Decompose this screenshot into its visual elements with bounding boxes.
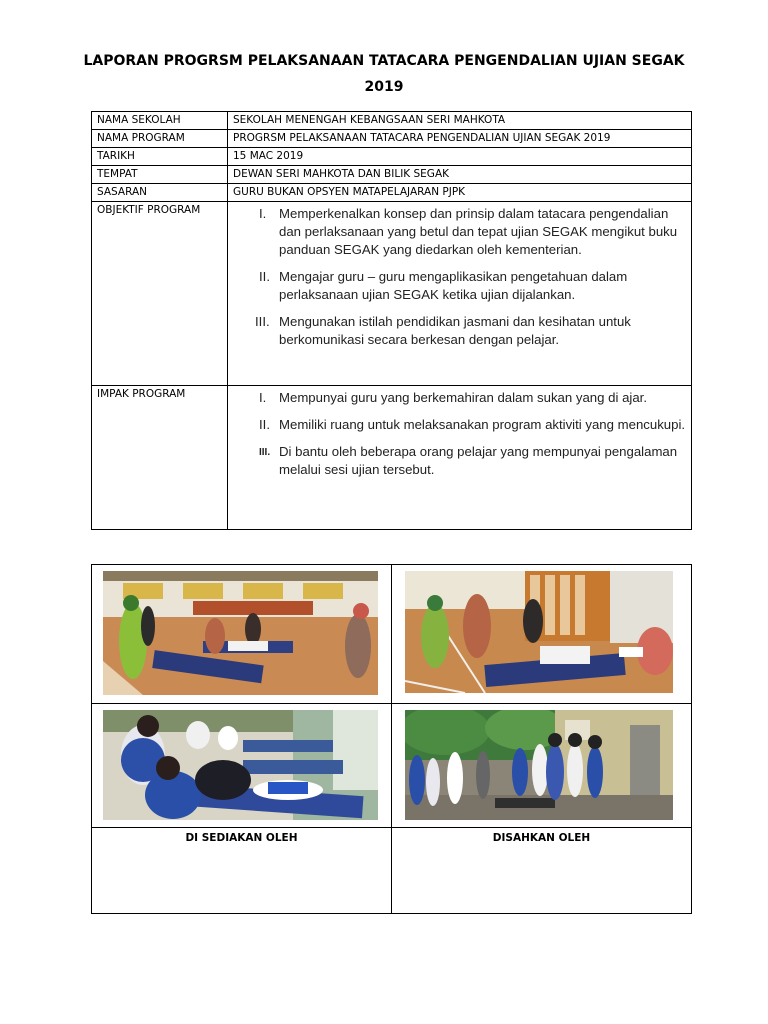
school-label: NAMA SEKOLAH xyxy=(92,112,228,130)
objective-label: OBJEKTIF PROGRAM xyxy=(92,202,228,386)
row-school xyxy=(92,112,692,130)
row-target xyxy=(92,184,692,202)
objective-text: Memperkenalkan konsep dan prinsip dalam tatacara pengendalian dan perlaksanaan yang betul dan tepat ujian SEGAK mengikut buku panduan SEGAK yang diedarkan oleh kementerian. xyxy=(279,206,678,257)
impact-text: Memiliki ruang untuk melaksanakan program aktiviti yang mencukupi. xyxy=(279,417,686,432)
program-info-table xyxy=(91,111,692,530)
row-date xyxy=(92,148,692,166)
photo-students-outdoor xyxy=(405,710,673,820)
date-label: TARIKH xyxy=(92,148,228,166)
objective-number: III. xyxy=(255,314,270,329)
photo-bilik-segak xyxy=(405,571,673,693)
school-value: SEKOLAH MENENGAH KEBANGSAAN SERI MAHKOTA xyxy=(228,112,692,130)
program-value: PROGRSM PELAKSANAAN TATACARA PENGENDALIAN UJIAN SEGAK 2019 xyxy=(228,130,692,148)
objective-item xyxy=(233,313,686,349)
target-label: SASARAN xyxy=(92,184,228,202)
objective-item xyxy=(233,205,686,259)
photo-row-2 xyxy=(92,704,692,828)
photo-cell xyxy=(92,565,392,704)
objective-text: Mengunakan istilah pendidikan jasmani dan kesihatan untuk berkomunikasi secara berkesan dengan pelajar. xyxy=(279,314,631,347)
place-value: DEWAN SERI MAHKOTA DAN BILIK SEGAK xyxy=(228,166,692,184)
signature-row xyxy=(92,828,692,914)
photo-cell xyxy=(392,565,692,704)
report-title-line2: 2019 xyxy=(364,79,404,95)
report-title xyxy=(60,48,708,100)
photo-students-on-mats xyxy=(103,710,378,820)
impact-item xyxy=(233,416,686,434)
impact-text: Di bantu oleh beberapa orang pelajar yang mempunyai pengalaman melalui sesi ujian tersebut. xyxy=(279,444,678,477)
objective-list xyxy=(233,203,686,349)
photo-row-1 xyxy=(92,565,692,704)
prepared-by-cell xyxy=(92,828,392,914)
approved-by-cell xyxy=(392,828,692,914)
report-title-line1: LAPORAN PROGRSM PELAKSANAAN TATACARA PENGENDALIAN UJIAN SEGAK xyxy=(83,53,685,69)
program-label: NAMA PROGRAM xyxy=(92,130,228,148)
target-value: GURU BUKAN OPSYEN MATAPELAJARAN PJPK xyxy=(228,184,692,202)
impact-text: Mempunyai guru yang berkemahiran dalam sukan yang di ajar. xyxy=(279,390,647,405)
impact-list-cell xyxy=(228,386,692,530)
impact-number: II. xyxy=(259,417,270,432)
row-impacts xyxy=(92,386,692,530)
row-program xyxy=(92,130,692,148)
objective-item xyxy=(233,268,686,304)
place-label: TEMPAT xyxy=(92,166,228,184)
impact-item xyxy=(233,443,686,479)
objective-text: Mengajar guru – guru mengaplikasikan pengetahuan dalam perlaksanaan ujian SEGAK ketika ujian dijalankan. xyxy=(279,269,628,302)
approved-by-label: DISAHKAN OLEH xyxy=(492,832,591,844)
row-place xyxy=(92,166,692,184)
objective-number: I. xyxy=(259,206,267,221)
row-objectives xyxy=(92,202,692,386)
impact-number: I. xyxy=(259,390,267,405)
photo-cell xyxy=(392,704,692,828)
date-value: 15 MAC 2019 xyxy=(228,148,692,166)
photo-cell xyxy=(92,704,392,828)
objective-list-cell xyxy=(228,202,692,386)
impact-number: III. xyxy=(259,447,271,458)
photo-signature-table xyxy=(91,564,692,914)
impact-list xyxy=(233,387,686,479)
prepared-by-label: DI SEDIAKAN OLEH xyxy=(185,832,298,844)
impact-label: IMPAK PROGRAM xyxy=(92,386,228,530)
impact-item xyxy=(233,389,686,407)
photo-hall-sit-up xyxy=(103,571,378,695)
objective-number: II. xyxy=(259,269,270,284)
